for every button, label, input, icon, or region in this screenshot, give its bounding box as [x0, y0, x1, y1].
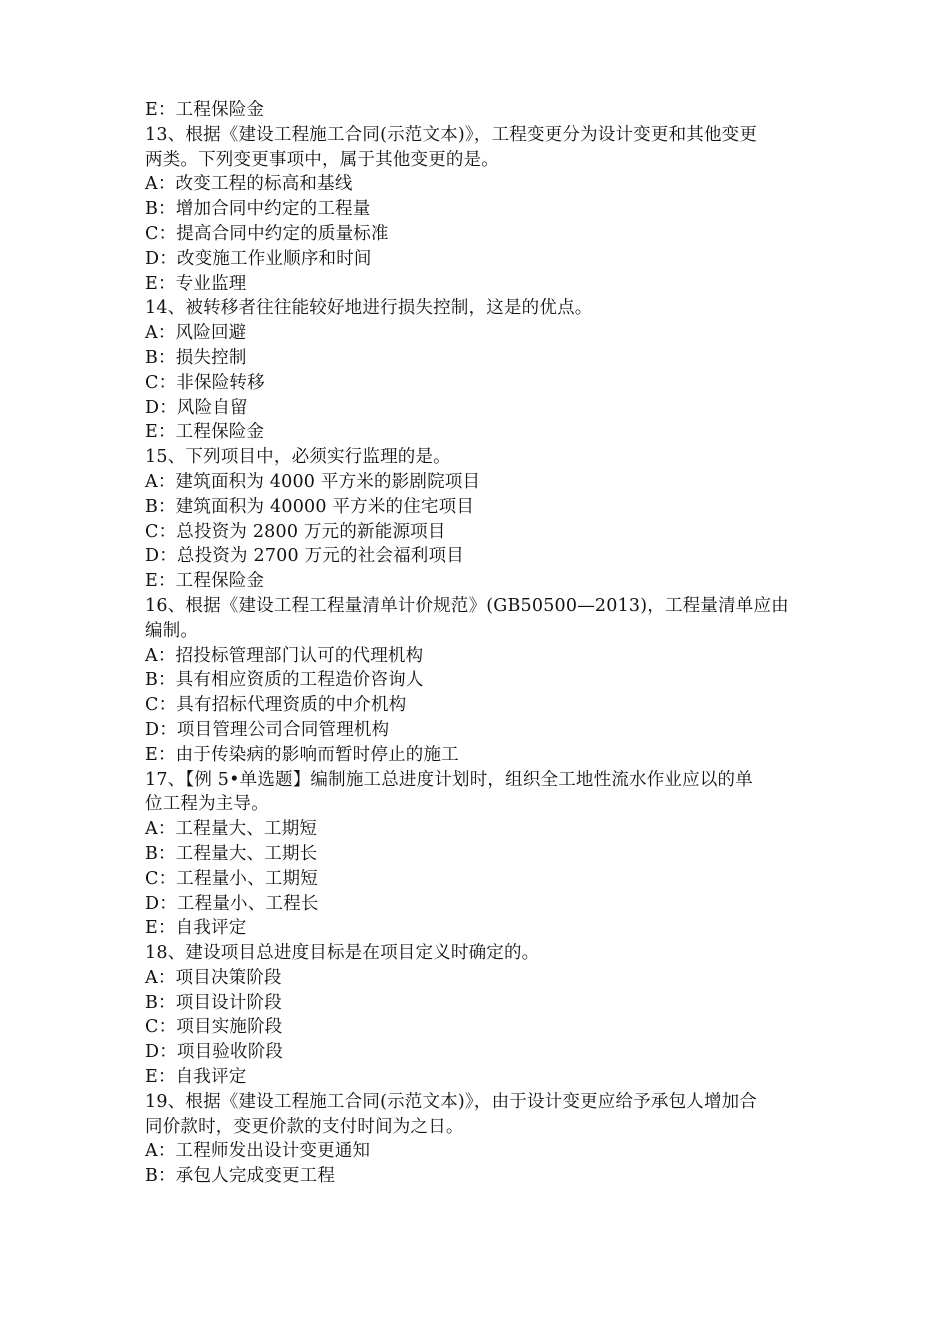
option-line: B：建筑面积为 40000 平方米的住宅项目 — [145, 496, 475, 517]
question-line: 14、被转移者往往能较好地进行损失控制，这是的优点。 — [145, 298, 593, 319]
question-line: 18、建设项目总进度目标是在项目定义时确定的。 — [145, 943, 540, 964]
option-line: B：具有相应资质的工程造价咨询人 — [145, 670, 424, 691]
option-line: C：具有招标代理资质的中介机构 — [145, 695, 407, 716]
option-line: C：项目实施阶段 — [145, 1017, 283, 1038]
option-line: A：风险回避 — [145, 323, 247, 344]
option-line: A：工程量大、工期短 — [145, 819, 318, 840]
option-line: D：风险自留 — [145, 397, 248, 418]
question-line: 两类。下列变更事项中，属于其他变更的是。 — [145, 149, 499, 170]
option-line: D：项目验收阶段 — [145, 1042, 284, 1063]
option-line: A：改变工程的标高和基线 — [145, 174, 353, 195]
document-page — [145, 98, 815, 1189]
option-line: B：增加合同中约定的工程量 — [145, 199, 371, 220]
question-line: 13、根据《建设工程施工合同(示范文本)》，工程变更分为设计变更和其他变更 — [145, 124, 758, 145]
option-line: C：总投资为 2800 万元的新能源项目 — [145, 521, 446, 542]
question-line: 同价款时，变更价款的支付时间为之日。 — [145, 1116, 464, 1137]
question-line: 19、根据《建设工程施工合同(示范文本)》，由于设计变更应给予承包人增加合 — [145, 1091, 758, 1112]
question-line: 位工程为主导。 — [145, 794, 269, 815]
option-line: D：项目管理公司合同管理机构 — [145, 719, 390, 740]
question-line: 17、【例 5•单选题】编制施工总进度计划时，组织全工地性流水作业应以的单 — [145, 769, 753, 790]
option-line: D：总投资为 2700 万元的社会福利项目 — [145, 546, 464, 567]
option-line: E：专业监理 — [145, 273, 247, 294]
option-line: A：招投标管理部门认可的代理机构 — [145, 645, 424, 666]
option-line: A：工程师发出设计变更通知 — [145, 1141, 371, 1162]
question-line: 15、下列项目中，必须实行监理的是。 — [145, 447, 451, 468]
option-line: C：非保险转移 — [145, 372, 265, 393]
option-line: D：工程量小、工程长 — [145, 893, 319, 914]
option-line: D：改变施工作业顺序和时间 — [145, 248, 372, 269]
option-line: E：工程保险金 — [145, 422, 265, 443]
option-line: C：工程量小、工期短 — [145, 868, 318, 889]
option-line: B：损失控制 — [145, 347, 247, 368]
option-line: B：工程量大、工期长 — [145, 843, 318, 864]
option-line: E：自我评定 — [145, 918, 247, 939]
question-line: 编制。 — [145, 620, 199, 641]
option-line: E：由于传染病的影响而暂时停止的施工 — [145, 744, 459, 765]
option-line: B：项目设计阶段 — [145, 992, 282, 1013]
question-line: 16、根据《建设工程工程量清单计价规范》(GB50500—2013)，工程量清单应由 — [145, 595, 789, 616]
option-line: A：建筑面积为 4000 平方米的影剧院项目 — [145, 471, 481, 492]
option-line: B：承包人完成变更工程 — [145, 1166, 336, 1187]
option-line: E：工程保险金 — [145, 571, 265, 592]
option-line: E：自我评定 — [145, 1067, 247, 1088]
option-line: E：工程保险金 — [145, 100, 265, 120]
option-line: C：提高合同中约定的质量标准 — [145, 223, 389, 244]
option-line: A：项目决策阶段 — [145, 967, 282, 988]
